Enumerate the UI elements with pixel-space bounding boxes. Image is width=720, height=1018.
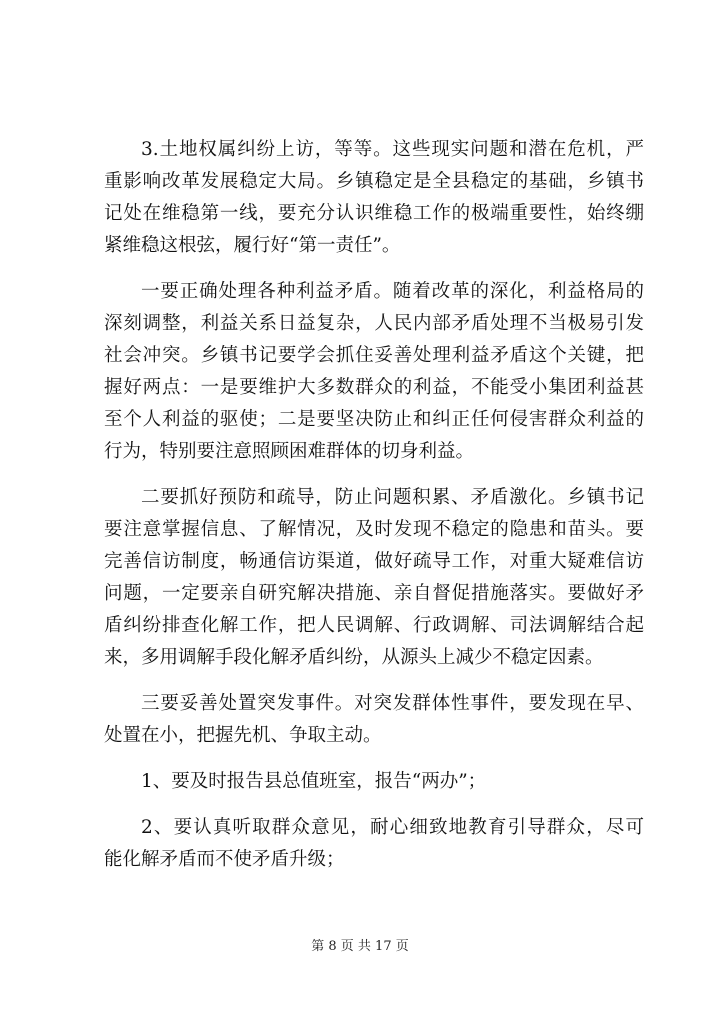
- list-item-listen: [104, 812, 644, 876]
- text-line: 完善信访制度，畅通信访渠道，做好疏导工作，对重大疑难信访: [104, 551, 644, 572]
- paragraph-land-disputes: [104, 134, 644, 262]
- text-line: 三要妥善处置突发事件。对突发群体性事件，要发现在早、: [141, 693, 644, 714]
- text-line: 1、要及时报告县总值班室，报告“两办”；: [141, 771, 487, 792]
- paragraph-gap: [104, 752, 644, 766]
- list-item-report: [104, 766, 644, 798]
- text-line: 行为，特别要注意照顾困难群体的切身利益。: [104, 441, 475, 462]
- text-line: 要注意掌握信息、了解情况，及时发现不稳定的隐患和苗头。要: [104, 519, 644, 540]
- paragraph-gap: [104, 798, 644, 812]
- text-line: 二要抓好预防和疏导，防止问题积累、矛盾激化。乡镇书记: [141, 487, 644, 508]
- text-line: 来，多用调解手段化解矛盾纠纷，从源头上减少不稳定因素。: [104, 647, 604, 668]
- paragraph-emergencies: [104, 688, 644, 752]
- paragraph-gap: [104, 262, 644, 276]
- text-line: 重影响改革发展稳定大局。乡镇稳定是全县稳定的基础，乡镇书: [104, 171, 644, 192]
- page-number-footer: 第 8 页 共 17 页: [311, 939, 409, 954]
- paragraph-prevention: [104, 482, 644, 674]
- paragraph-gap: [104, 674, 644, 688]
- text-line: 至个人利益的驱使；二是要坚决防止和纠正任何侵害群众利益的: [104, 409, 644, 430]
- text-line: 深刻调整，利益关系日益复杂，人民内部矛盾处理不当极易引发: [104, 313, 644, 334]
- paragraph-interest-conflicts: [104, 276, 644, 468]
- text-line: 问题，一定要亲自研究解决措施、亲自督促措施落实。要做好矛: [104, 583, 644, 604]
- text-line: 能化解矛盾而不使矛盾升级；: [104, 849, 345, 870]
- document-body: [104, 134, 644, 876]
- text-line: 紧维稳这根弦，履行好“第一责任”。: [104, 235, 401, 256]
- text-line: 记处在维稳第一线，要充分认识维稳工作的极端重要性，始终绷: [104, 203, 644, 224]
- text-line: 盾纠纷排查化解工作，把人民调解、行政调解、司法调解结合起: [104, 615, 644, 636]
- text-line: 一要正确处理各种利益矛盾。随着改革的深化，利益格局的: [141, 281, 644, 302]
- paragraph-gap: [104, 468, 644, 482]
- text-line: 3.土地权属纠纷上访，等等。这些现实问题和潜在危机，严: [141, 139, 644, 160]
- text-line: 处置在小，把握先机、争取主动。: [104, 725, 382, 746]
- text-line: 社会冲突。乡镇书记要学会抓住妥善处理利益矛盾这个关键，把: [104, 345, 644, 366]
- text-line: 2、要认真听取群众意见，耐心细致地教育引导群众，尽可: [141, 817, 644, 838]
- text-line: 握好两点：一是要维护大多数群众的利益，不能受小集团利益甚: [104, 377, 644, 398]
